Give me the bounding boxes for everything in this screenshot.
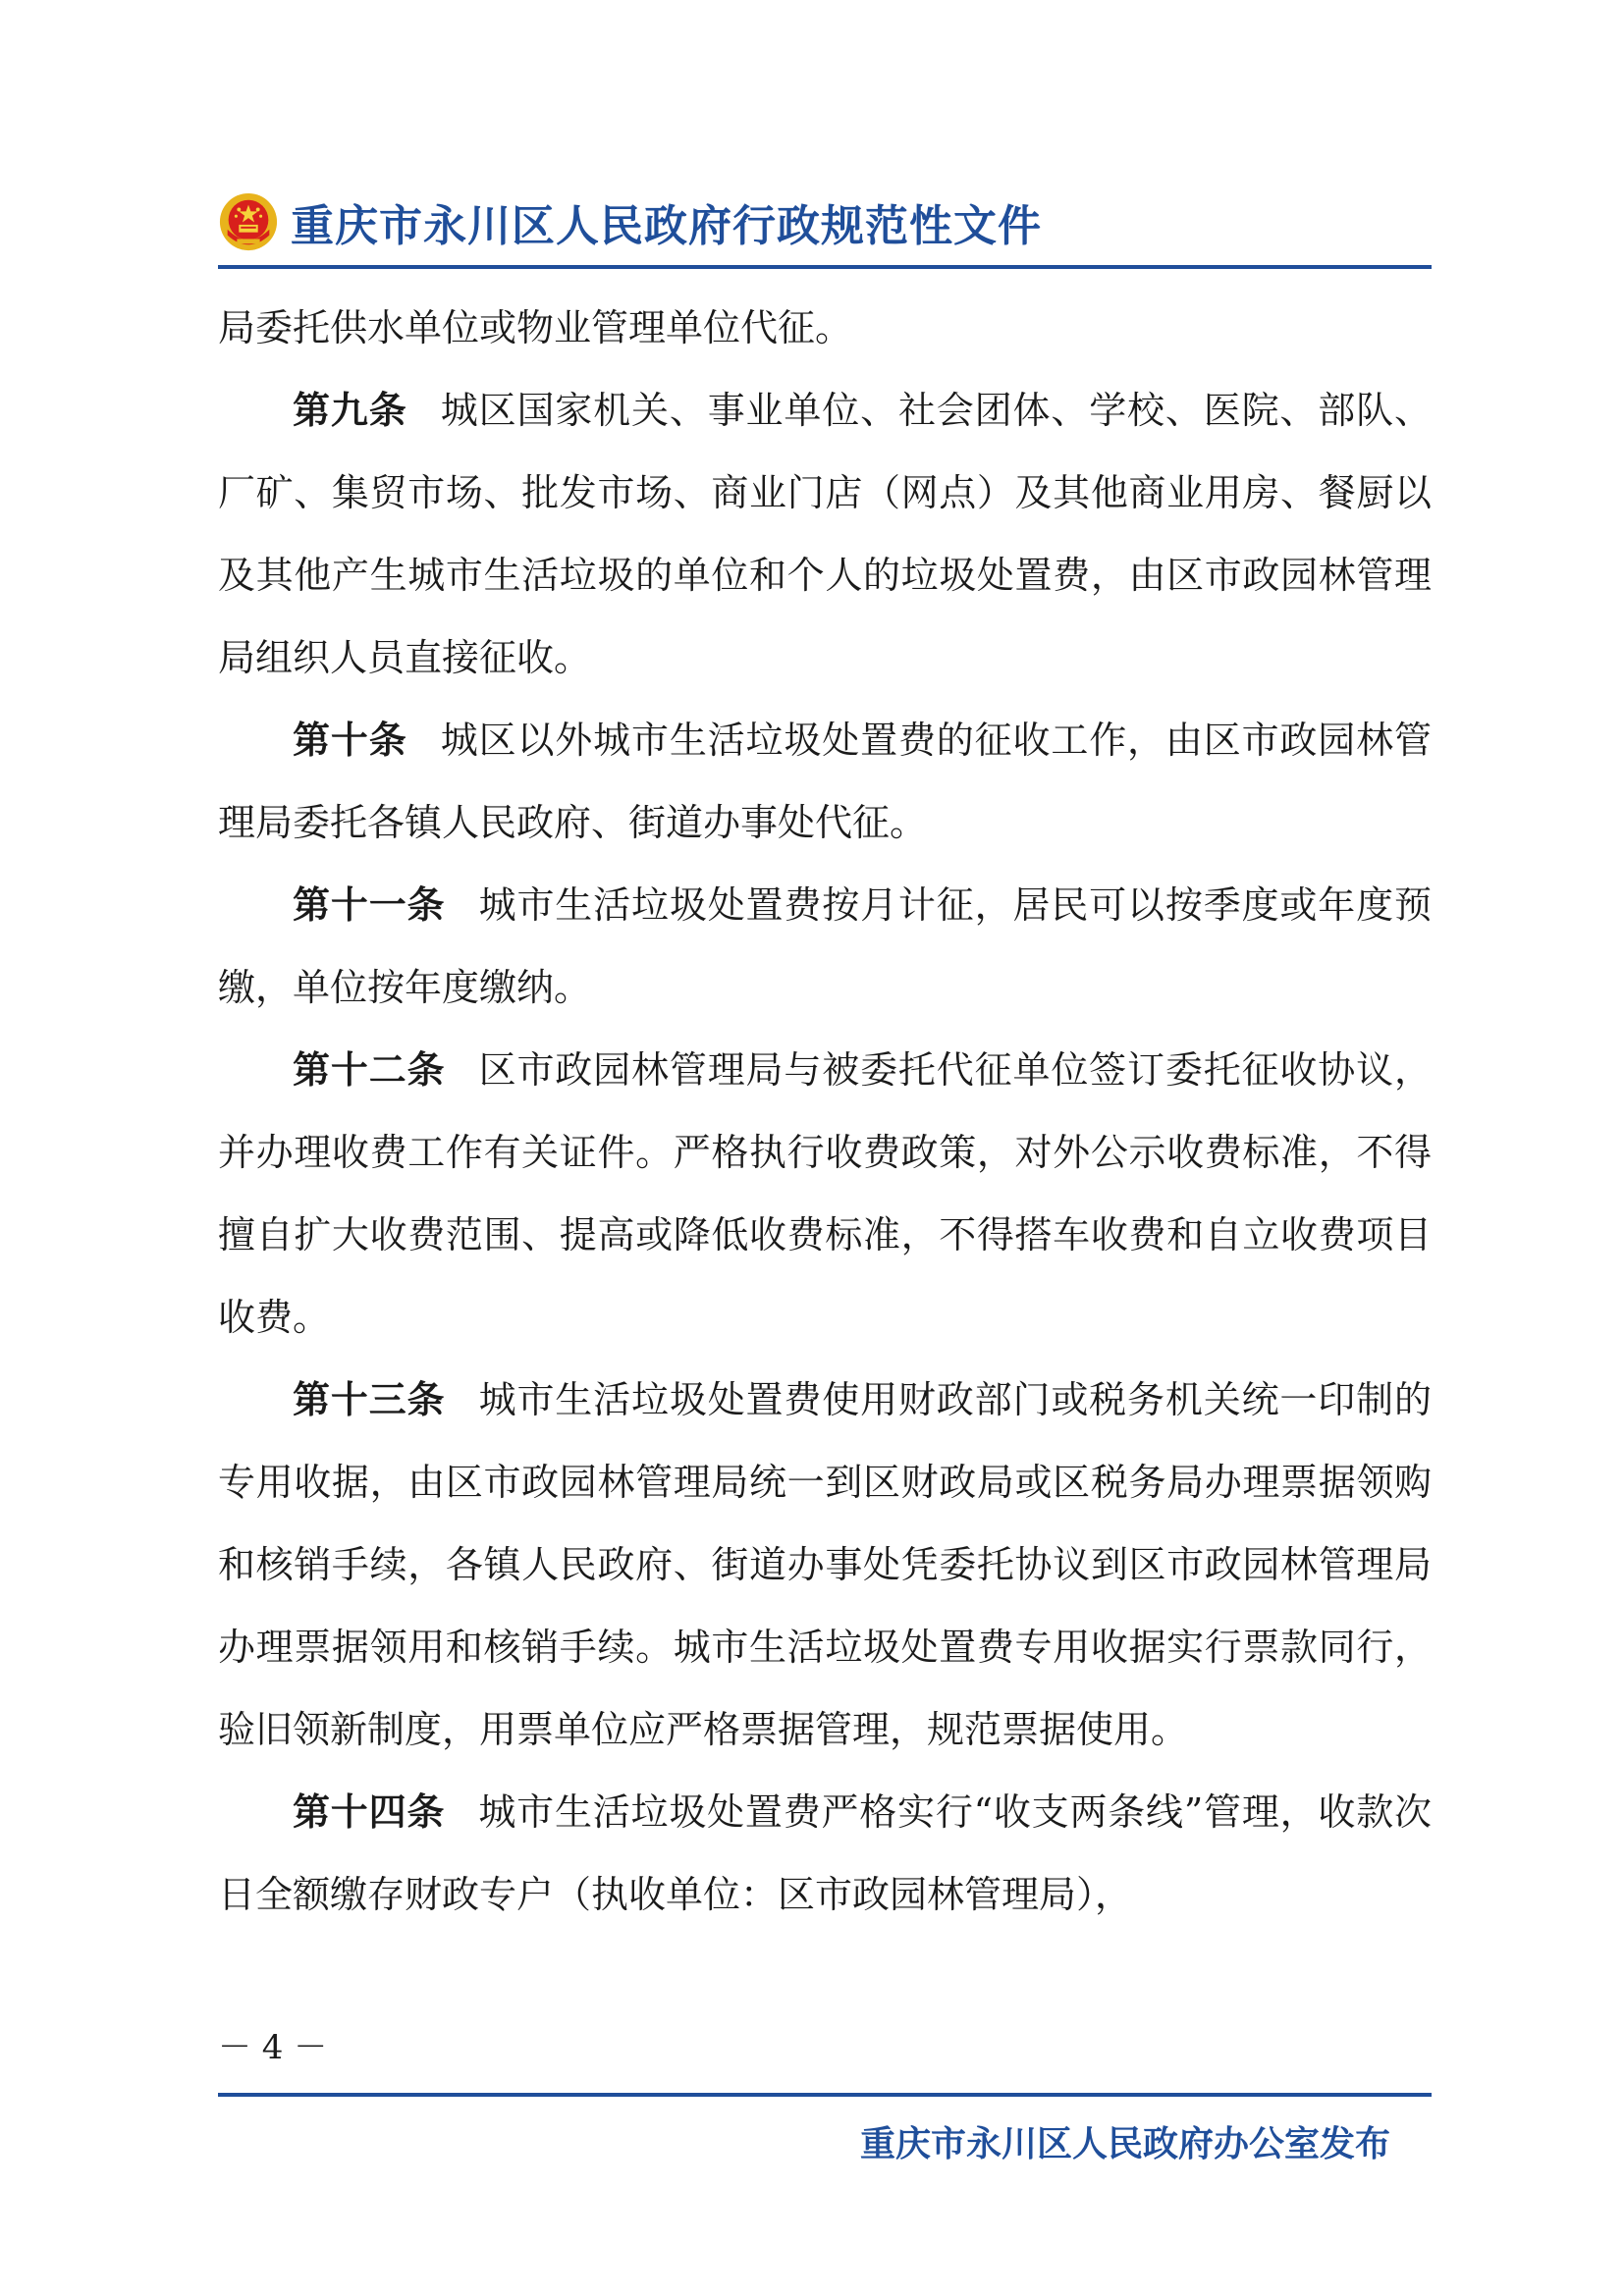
article-heading: 第十条 — [293, 719, 407, 762]
article-heading: 第十二条 — [293, 1048, 446, 1092]
paragraph-text: 城市生活垃圾处置费严格实行“收支两条线”管理，收款次日全额缴存财政专户（执收单位：区市政园林管理局）， — [218, 1790, 1432, 1916]
paragraph-continuation — [218, 287, 1432, 369]
article-heading: 第十四条 — [293, 1790, 446, 1834]
footer-divider — [218, 2093, 1432, 2097]
document-header — [218, 183, 1042, 261]
article-10 — [218, 699, 1432, 864]
paragraph-text: 区市政园林管理局与被委托代征单位签订委托征收协议，并办理收费工作有关证件。严格执行收费政策，对外公示收费标准，不得擅自扩大收费范围、提高或降低收费标准，不得搭车收费和自立收费项目收费。 — [218, 1048, 1432, 1339]
document-body — [218, 287, 1432, 1936]
article-heading: 第九条 — [293, 389, 407, 432]
national-emblem-icon — [218, 191, 279, 252]
article-14 — [218, 1771, 1432, 1936]
paragraph-text: 局委托供水单位或物业管理单位代征。 — [218, 306, 853, 349]
header-title: 重庆市永川区人民政府行政规范性文件 — [291, 201, 1042, 251]
article-heading: 第十一条 — [293, 883, 446, 927]
article-12 — [218, 1029, 1432, 1359]
footer-publisher: 重庆市永川区人民政府办公室发布 — [859, 2124, 1390, 2164]
header-divider — [218, 265, 1432, 269]
article-9 — [218, 369, 1432, 699]
paragraph-text: 城市生活垃圾处置费按月计征，居民可以按季度或年度预缴，单位按年度缴纳。 — [218, 883, 1432, 1009]
article-heading: 第十三条 — [293, 1378, 446, 1421]
article-13 — [218, 1359, 1432, 1771]
paragraph-text: 城区国家机关、事业单位、社会团体、学校、医院、部队、厂矿、集贸市场、批发市场、商业门店（网点）及其他商业用房、餐厨以及其他产生城市生活垃圾的单位和个人的垃圾处置费，由区市政园林管理局组织人员直接征收。 — [218, 389, 1432, 679]
article-11 — [218, 864, 1432, 1029]
paragraph-text: 城市生活垃圾处置费使用财政部门或税务机关统一印制的专用收据，由区市政园林管理局统一到区财政局或区税务局办理票据领购和核销手续，各镇人民政府、街道办事处凭委托协议到区市政园林管理局办理票据领用和核销手续。城市生活垃圾处置费专用收据实行票款同行，验旧领新制度，用票单位应严格票据管理，规范票据使用。 — [218, 1378, 1432, 1751]
paragraph-text: 城区以外城市生活垃圾处置费的征收工作，由区市政园林管理局委托各镇人民政府、街道办事处代征。 — [218, 719, 1432, 844]
page-number: － 4 － — [218, 2028, 328, 2067]
